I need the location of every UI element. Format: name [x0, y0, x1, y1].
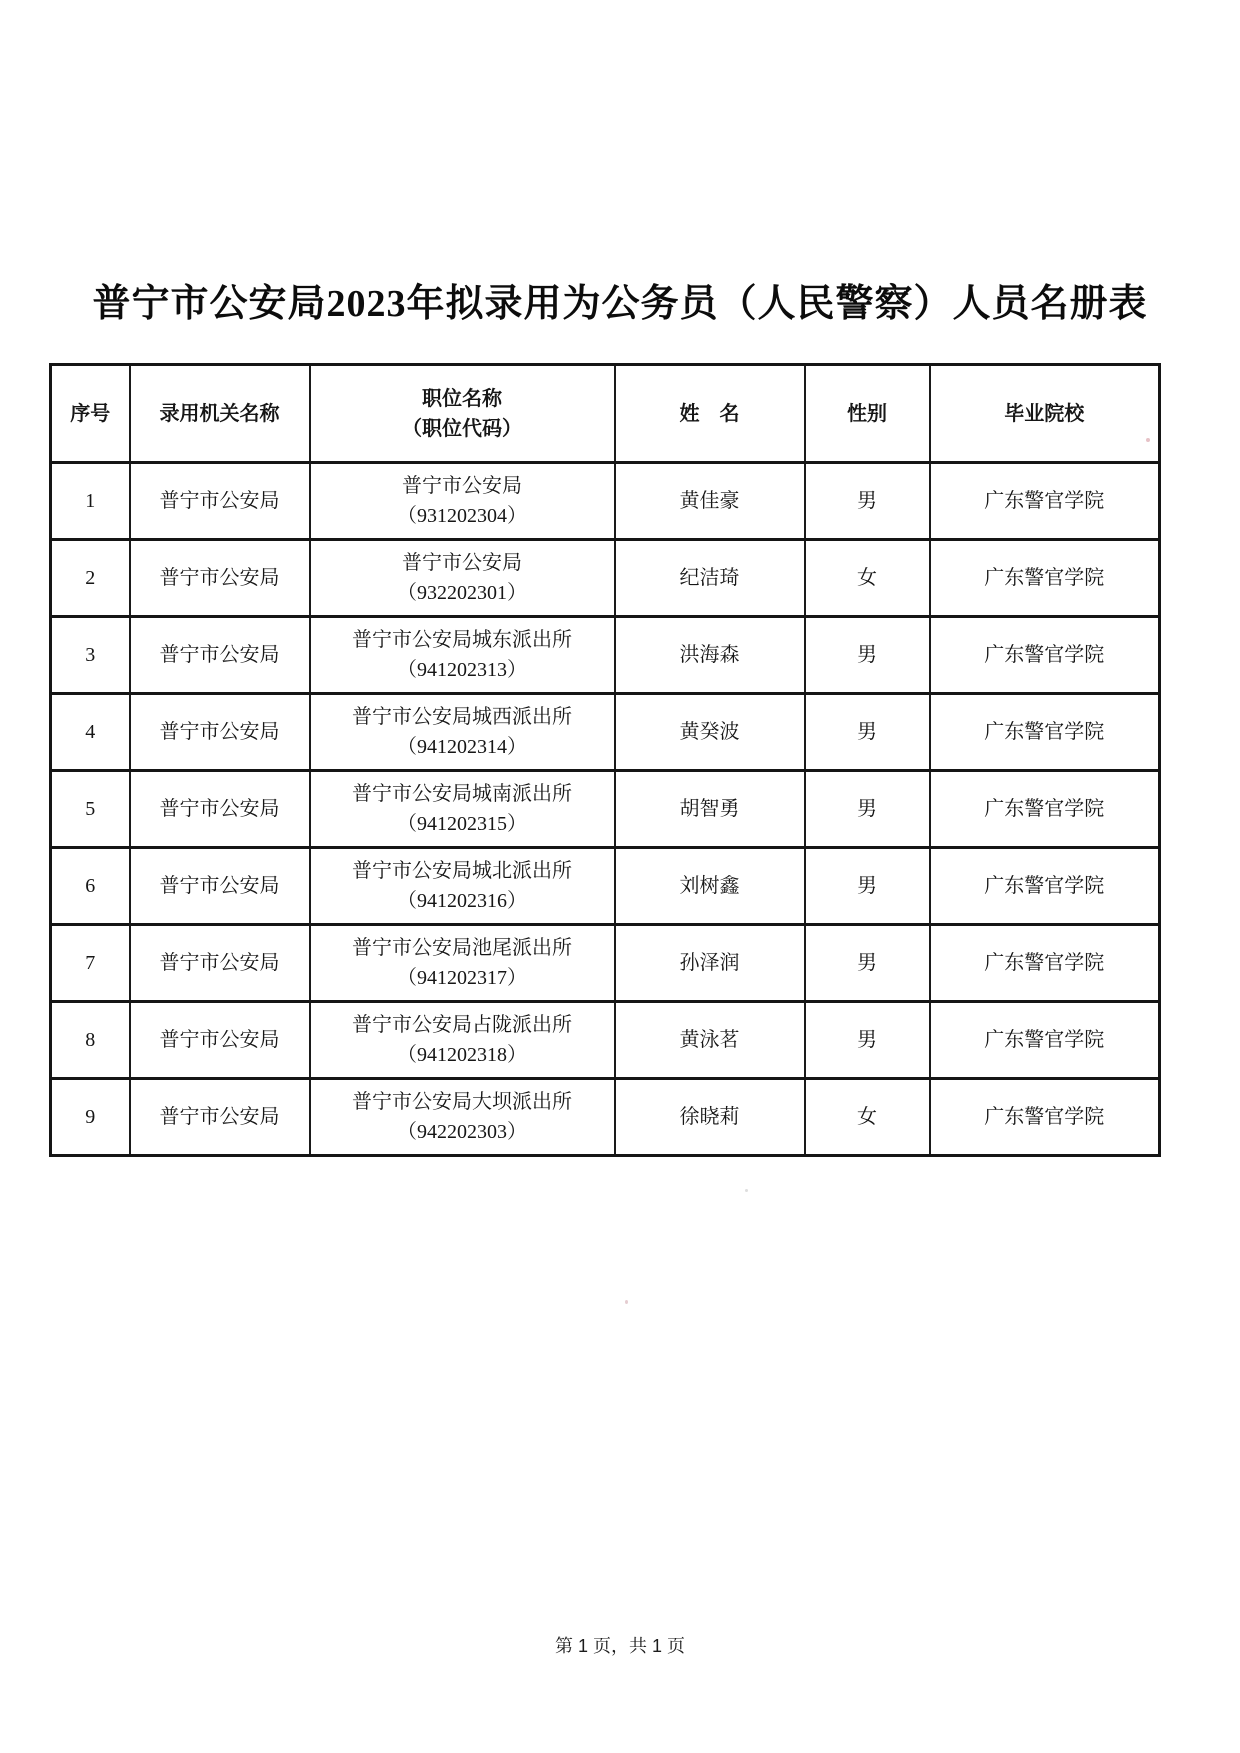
cell-agency: 普宁市公安局 [130, 1079, 310, 1156]
table-row [51, 463, 1160, 540]
cell-position-code: （941202313） [397, 659, 527, 681]
cell-position [310, 1079, 615, 1156]
table-row [51, 1079, 1160, 1156]
cell-position-code: （941202316） [397, 890, 527, 912]
cell-position-name: 普宁市公安局城北派出所 [352, 860, 572, 882]
cell-gender: 女 [805, 540, 930, 617]
cell-name: 黄泳茗 [615, 1002, 805, 1079]
cell-school: 广东警官学院 [930, 694, 1160, 771]
cell-agency: 普宁市公安局 [130, 540, 310, 617]
page-footer: 第 1 页，共 1 页 [554, 1636, 686, 1656]
scan-speck [745, 1189, 748, 1192]
cell-school: 广东警官学院 [930, 771, 1160, 848]
cell-agency: 普宁市公安局 [130, 463, 310, 540]
cell-school: 广东警官学院 [930, 540, 1160, 617]
cell-gender: 男 [805, 617, 930, 694]
cell-position-name: 普宁市公安局城东派出所 [352, 629, 572, 651]
cell-position-name: 普宁市公安局大坝派出所 [352, 1091, 572, 1113]
cell-serial-number: 7 [51, 925, 130, 1002]
table-row [51, 694, 1160, 771]
cell-serial-number: 2 [51, 540, 130, 617]
cell-name: 纪洁琦 [615, 540, 805, 617]
cell-position-name: 普宁市公安局池尾派出所 [352, 937, 572, 959]
cell-position-name: 普宁市公安局占陇派出所 [352, 1014, 572, 1036]
cell-position [310, 925, 615, 1002]
table-row [51, 1002, 1160, 1079]
scan-speck [625, 1300, 628, 1304]
cell-position [310, 617, 615, 694]
cell-school: 广东警官学院 [930, 848, 1160, 925]
cell-name: 黄佳豪 [615, 463, 805, 540]
cell-position [310, 463, 615, 540]
cell-serial-number: 3 [51, 617, 130, 694]
cell-gender: 男 [805, 925, 930, 1002]
cell-position-code: （941202314） [397, 736, 527, 758]
cell-position-name: 普宁市公安局 [402, 475, 522, 497]
cell-agency: 普宁市公安局 [130, 617, 310, 694]
scan-speck [1146, 438, 1150, 442]
table-row [51, 848, 1160, 925]
cell-name: 洪海森 [615, 617, 805, 694]
column-header-no: 序号 [51, 365, 130, 463]
roster-table-body [51, 463, 1160, 1156]
cell-school: 广东警官学院 [930, 617, 1160, 694]
cell-position-code: （941202317） [397, 967, 527, 989]
cell-gender: 男 [805, 694, 930, 771]
cell-agency: 普宁市公安局 [130, 925, 310, 1002]
cell-serial-number: 5 [51, 771, 130, 848]
cell-school: 广东警官学院 [930, 1002, 1160, 1079]
table-row [51, 540, 1160, 617]
cell-position-name: 普宁市公安局 [402, 552, 522, 574]
cell-position-code: （931202304） [397, 505, 527, 527]
column-header-position-code: （职位代码） [402, 417, 522, 440]
cell-school: 广东警官学院 [930, 463, 1160, 540]
cell-gender: 男 [805, 1002, 930, 1079]
cell-gender: 男 [805, 848, 930, 925]
cell-agency: 普宁市公安局 [130, 1002, 310, 1079]
cell-school: 广东警官学院 [930, 1079, 1160, 1156]
cell-position-name: 普宁市公安局城南派出所 [352, 783, 572, 805]
cell-position-name: 普宁市公安局城西派出所 [352, 706, 572, 728]
cell-name: 徐晓莉 [615, 1079, 805, 1156]
cell-school: 广东警官学院 [930, 925, 1160, 1002]
cell-serial-number: 1 [51, 463, 130, 540]
cell-position [310, 771, 615, 848]
column-header-gender: 性别 [805, 365, 930, 463]
cell-name: 黄癸波 [615, 694, 805, 771]
cell-position [310, 540, 615, 617]
column-header-position [310, 365, 615, 463]
roster-table [49, 363, 1161, 1157]
cell-name: 孙泽润 [615, 925, 805, 1002]
cell-agency: 普宁市公安局 [130, 694, 310, 771]
cell-position [310, 848, 615, 925]
cell-serial-number: 9 [51, 1079, 130, 1156]
column-header-agency: 录用机关名称 [130, 365, 310, 463]
table-row [51, 771, 1160, 848]
cell-position-code: （941202318） [397, 1044, 527, 1066]
column-header-school: 毕业院校 [930, 365, 1160, 463]
cell-position [310, 694, 615, 771]
cell-name: 刘树鑫 [615, 848, 805, 925]
column-header-name: 姓 名 [615, 365, 805, 463]
column-header-position-name: 职位名称 [422, 387, 502, 410]
cell-gender: 女 [805, 1079, 930, 1156]
table-header-row [51, 365, 1160, 463]
table-row [51, 617, 1160, 694]
cell-gender: 男 [805, 771, 930, 848]
cell-position-code: （941202315） [397, 813, 527, 835]
cell-agency: 普宁市公安局 [130, 771, 310, 848]
cell-serial-number: 4 [51, 694, 130, 771]
cell-serial-number: 8 [51, 1002, 130, 1079]
cell-gender: 男 [805, 463, 930, 540]
cell-position-code: （942202303） [397, 1121, 527, 1143]
cell-name: 胡智勇 [615, 771, 805, 848]
table-row [51, 925, 1160, 1002]
cell-agency: 普宁市公安局 [130, 848, 310, 925]
page-title: 普宁市公安局2023年拟录用为公务员（人民警察）人员名册表 [92, 283, 1148, 325]
cell-position-code: （932202301） [397, 582, 527, 604]
cell-serial-number: 6 [51, 848, 130, 925]
cell-position [310, 1002, 615, 1079]
